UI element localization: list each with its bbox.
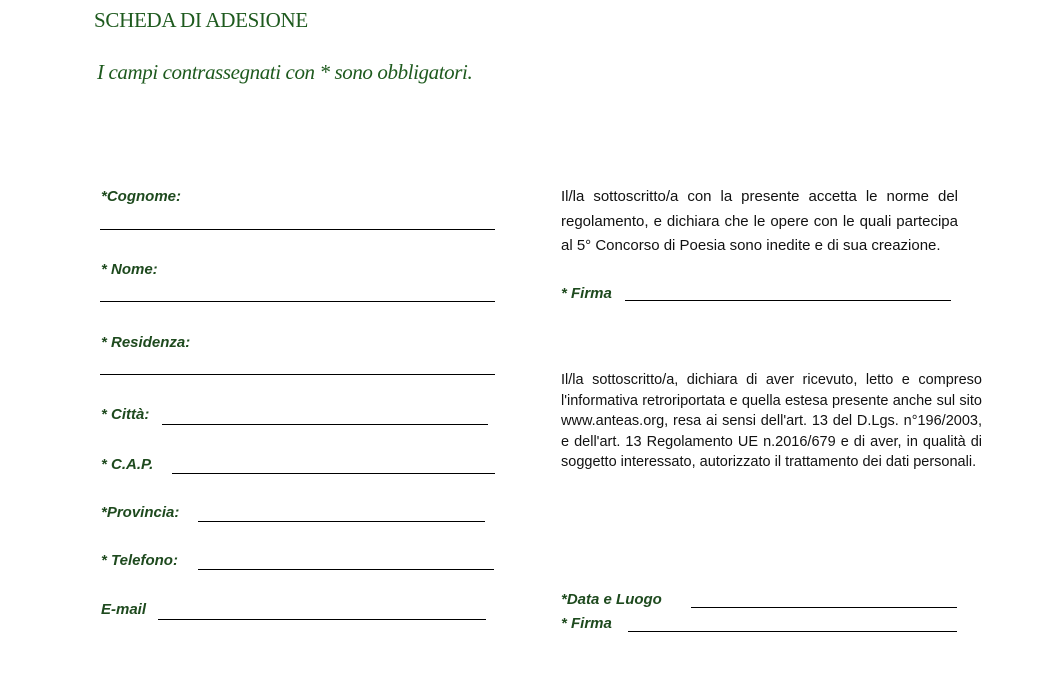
cognome-label: *Cognome: xyxy=(101,188,181,205)
email-label: E-mail xyxy=(101,601,147,618)
citta-field[interactable] xyxy=(162,424,488,425)
data-luogo-label: *Data e Luogo xyxy=(561,591,662,608)
required-fields-note: I campi contrassegnati con * sono obbligatori. xyxy=(97,60,473,84)
telefono-label: * Telefono: xyxy=(101,552,178,569)
cap-field[interactable] xyxy=(172,473,495,474)
page-title: SCHEDA DI ADESIONE xyxy=(94,8,308,32)
declaration-firma-field[interactable] xyxy=(625,300,951,301)
residenza-field[interactable] xyxy=(100,374,495,375)
telefono-field[interactable] xyxy=(198,569,494,570)
provincia-field[interactable] xyxy=(198,521,485,522)
provincia-label: *Provincia: xyxy=(101,504,180,521)
email-field[interactable] xyxy=(158,619,486,620)
cognome-field[interactable] xyxy=(100,229,495,230)
privacy-text: Il/la sottoscritto/a, dichiara di aver ricevuto, letto e compreso l'informativa retroriportata e quella estesa presente anche sul sito www.anteas.org, resa ai sensi dell'art. 13 del D.Lgs. n°196/2003, e dell'art. 13 Regolamento UE n.2016/679 e di aver, in qualità di soggetto interessato, autorizzato il trattamento dei dati personali. xyxy=(561,372,982,470)
privacy-firma-field[interactable] xyxy=(628,631,957,632)
citta-label: * Città: xyxy=(101,406,150,423)
nome-label: * Nome: xyxy=(101,261,158,278)
data-luogo-field[interactable] xyxy=(691,607,957,608)
residenza-label: * Residenza: xyxy=(101,334,191,351)
declaration-firma-label: * Firma xyxy=(561,285,612,302)
declaration-text: Il/la sottoscritto/a con la presente accetta le norme del regolamento, e dichiara che le opere con le quali partecipa al 5° Concorso di Poesia sono inedite e di sua creazione. xyxy=(561,188,958,254)
cap-label: * C.A.P. xyxy=(101,456,154,473)
nome-field[interactable] xyxy=(100,301,495,302)
privacy-firma-label: * Firma xyxy=(561,615,612,632)
